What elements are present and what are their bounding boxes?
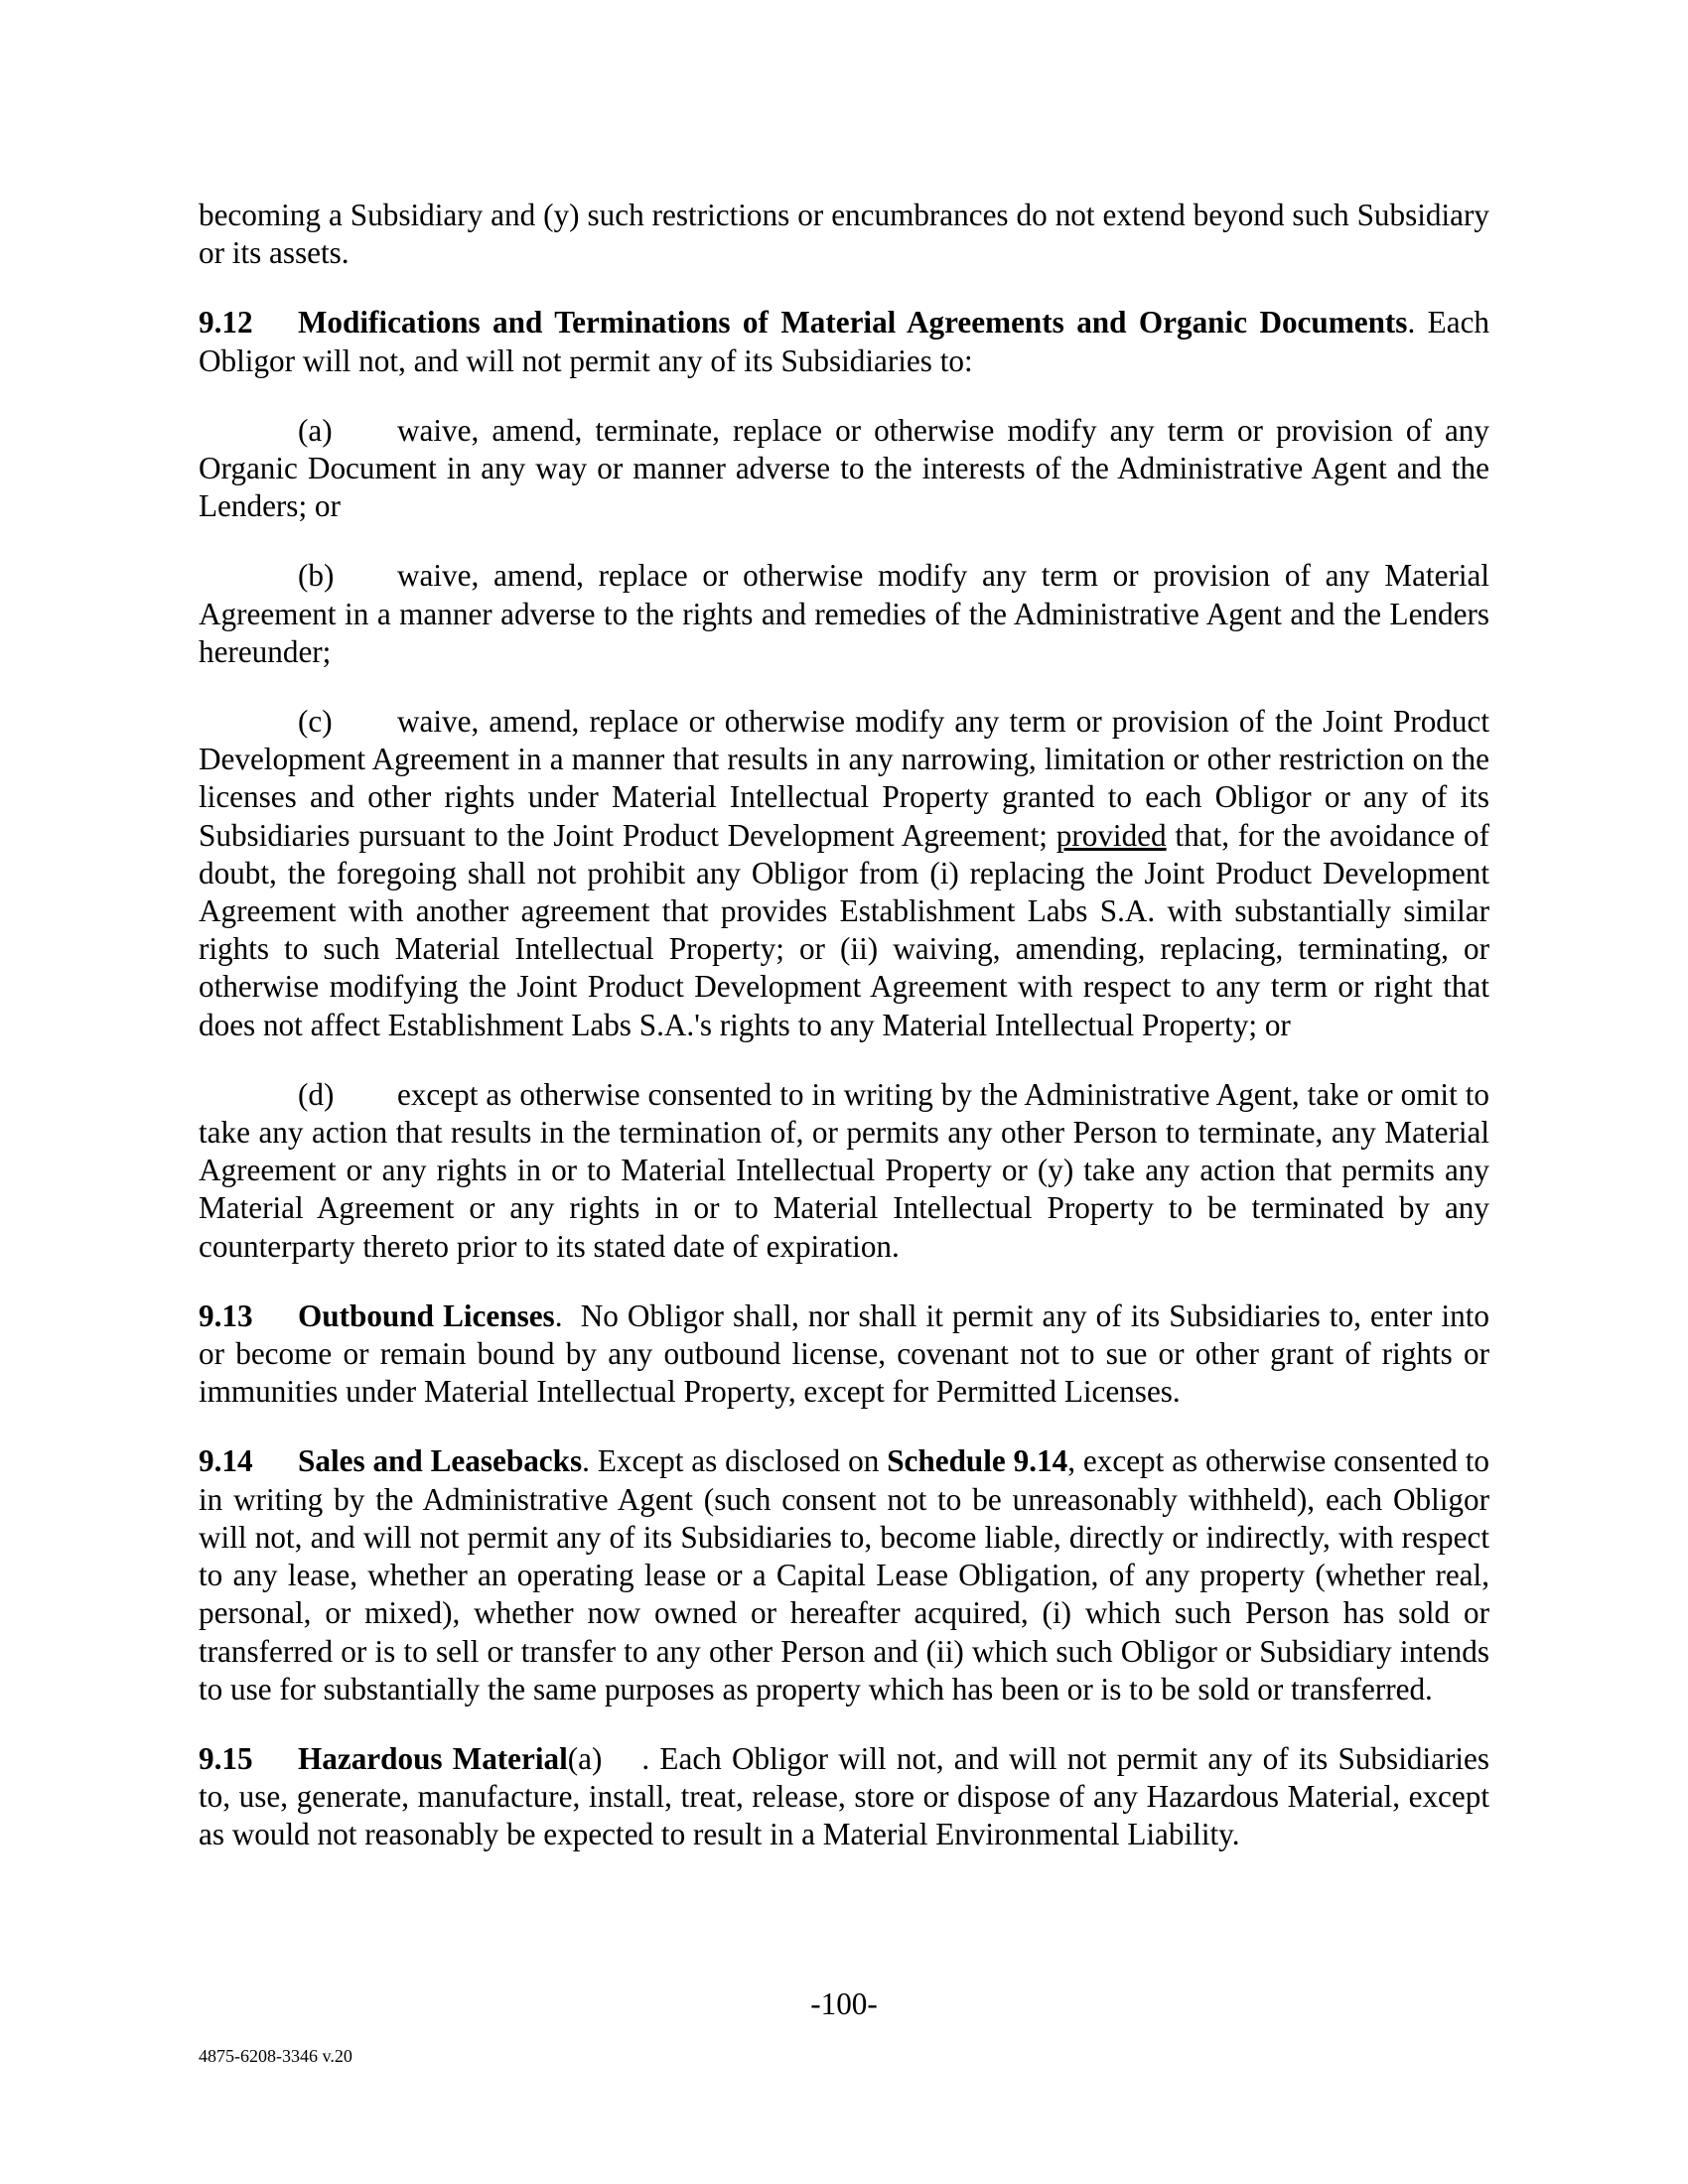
section-number: 9.13 [199, 1297, 253, 1333]
clause-text: waive, amend, replace or otherwise modify any term or provision of the Joint Product Development Agreement in a manner that results in any narrowing, limitation or other restriction on the licenses and other rights under Material Intellectual Property granted to each Obligor or any of its Subsidiaries pursuant to the Joint Product Development Agreement; [199, 704, 1489, 853]
document-id: 4875-6208-3346 v.20 [199, 2046, 352, 2066]
clause-d [199, 1076, 1489, 1266]
page-number: -100- [810, 1986, 878, 2021]
section-9-12: 9.12 Modifications and Terminations of Material Agreements and Organic Documents. Each Obligor will not, and will not permit any of its Subsidiaries to: [199, 305, 1490, 378]
clause-text: except as otherwise consented to in writing by the Administrative Agent, take or omit to take any action that results in the termination of, or permits any other Person to terminate, any Material Agreement or any rights in or to Material Intellectual Property or (y) take any action that permits any Material Agreement or any rights in or to Material Intellectual Property to be terminated by any counterparty thereto prior to its stated date of expiration. [199, 1076, 1489, 1264]
section-9-15 [199, 1740, 1489, 1854]
clause-text: waive, amend, terminate, replace or otherwise modify any term or provision of any Organic Document in any way or manner adverse to the interests of the Administrative Agent and the Lenders; or [199, 412, 1489, 524]
clause-label: (d) [298, 1076, 335, 1112]
clause-b [199, 557, 1489, 671]
section-title: Modifications and Terminations of Material Agreements and Organic Documents [298, 305, 1408, 341]
section-title: Hazardous Material [298, 1740, 568, 1776]
clause-text-continued: that, for the avoidance of doubt, the foregoing shall not prohibit any Obligor from (i) replacing the Joint Product Development Agreement with another agreement that provides Establishment Labs S.A. with substantially similar rights to such Material Intellectual Property; or (ii) waiving, amending, replacing, terminating, or otherwise modifying the Joint Product Development Agreement with respect to any term or right that does not affect Establishment Labs S.A.'s rights to any Material Intellectual Property; or [199, 817, 1490, 1042]
clause-c [199, 703, 1489, 1044]
section-intro: Each Obligor will not, and will not permit any of its Subsidiaries to: [199, 305, 1490, 378]
provided-term: provided [1055, 817, 1167, 853]
section-text: No Obligor shall, nor shall it permit any of its Subsidiaries to, enter into or become or remain bound by any outbound license, covenant not to sue or other grant of rights or immunities under Material Intellectual Property, except for Permitted Licenses. [199, 1297, 1489, 1410]
section-number: 9.14 [199, 1443, 253, 1479]
section-title: Sales and Leasebacks [298, 1443, 583, 1479]
section-number: 9.12 [199, 305, 253, 341]
document-body [199, 197, 1489, 1854]
subsection-marker: (a) [567, 1740, 603, 1776]
section-9-14: 9.14 Sales and Leasebacks. Except as disclosed on Schedule 9.14, except as otherwise consented to in writing by the Administrative Agent (such consent not to be unreasonably withheld), each Obligor will not, and will not permit any of its Subsidiaries to, become liable, directly or indirectly, with respect to any lease, whether an operating lease or a Capital Lease Obligation, of any property (whether real, personal, or mixed), whether now owned or hereafter acquired, (i) which such Person has sold or transferred or is to sell or transfer to any other Person and (ii) which such Obligor or Subsidiary intends to use for substantially the same purposes as property which has been or is to be sold or transferred. [199, 1443, 1490, 1706]
clause-label: (a) [298, 412, 333, 448]
section-number: 9.15 [199, 1740, 253, 1776]
clause-label: (c) [298, 704, 333, 740]
section-text: Except as disclosed on [597, 1443, 880, 1479]
schedule-reference: Schedule 9.14 [887, 1443, 1068, 1479]
section-text: . Each Obligor will not, and will not permit any of its Subsidiaries to, use, generate, manufacture, install, treat, release, store or dispose of any Hazardous Material, except as would not reasonably be expected to result in a Material Environmental Liability. [199, 1740, 1489, 1852]
clause-text: waive, amend, replace or otherwise modify any term or provision of any Material Agreement in a manner adverse to the rights and remedies of the Administrative Agent and the Lenders hereunder; [199, 558, 1489, 669]
clause-a [199, 412, 1489, 526]
section-9-13: 9.13 Outbound Licenses. No Obligor shall, nor shall it permit any of its Subsidiaries to, enter into or become or remain bound by any outbound license, covenant not to sue or other grant of rights or immunities under Material Intellectual Property, except for Permitted Licenses. [199, 1297, 1489, 1410]
continuation-paragraph: becoming a Subsidiary and (y) such restrictions or encumbrances do not extend beyond such Subsidiary or its assets. [199, 198, 1489, 271]
section-text-continued: , except as otherwise consented to in writing by the Administrative Agent (such consent not to be unreasonably withheld), each Obligor will not, and will not permit any of its Subsidiaries to, become liable, directly or indirectly, with respect to any lease, whether an operating lease or a Capital Lease Obligation, of any property (whether real, personal, or mixed), whether now owned or hereafter acquired, (i) which such Person has sold or transferred or is to sell or transfer to any other Person and (ii) which such Obligor or Subsidiary intends to use for substantially the same purposes as property which has been or is to be sold or transferred. [199, 1443, 1490, 1706]
clause-label: (b) [298, 558, 335, 594]
section-title: Outbound Licenses [298, 1297, 555, 1333]
